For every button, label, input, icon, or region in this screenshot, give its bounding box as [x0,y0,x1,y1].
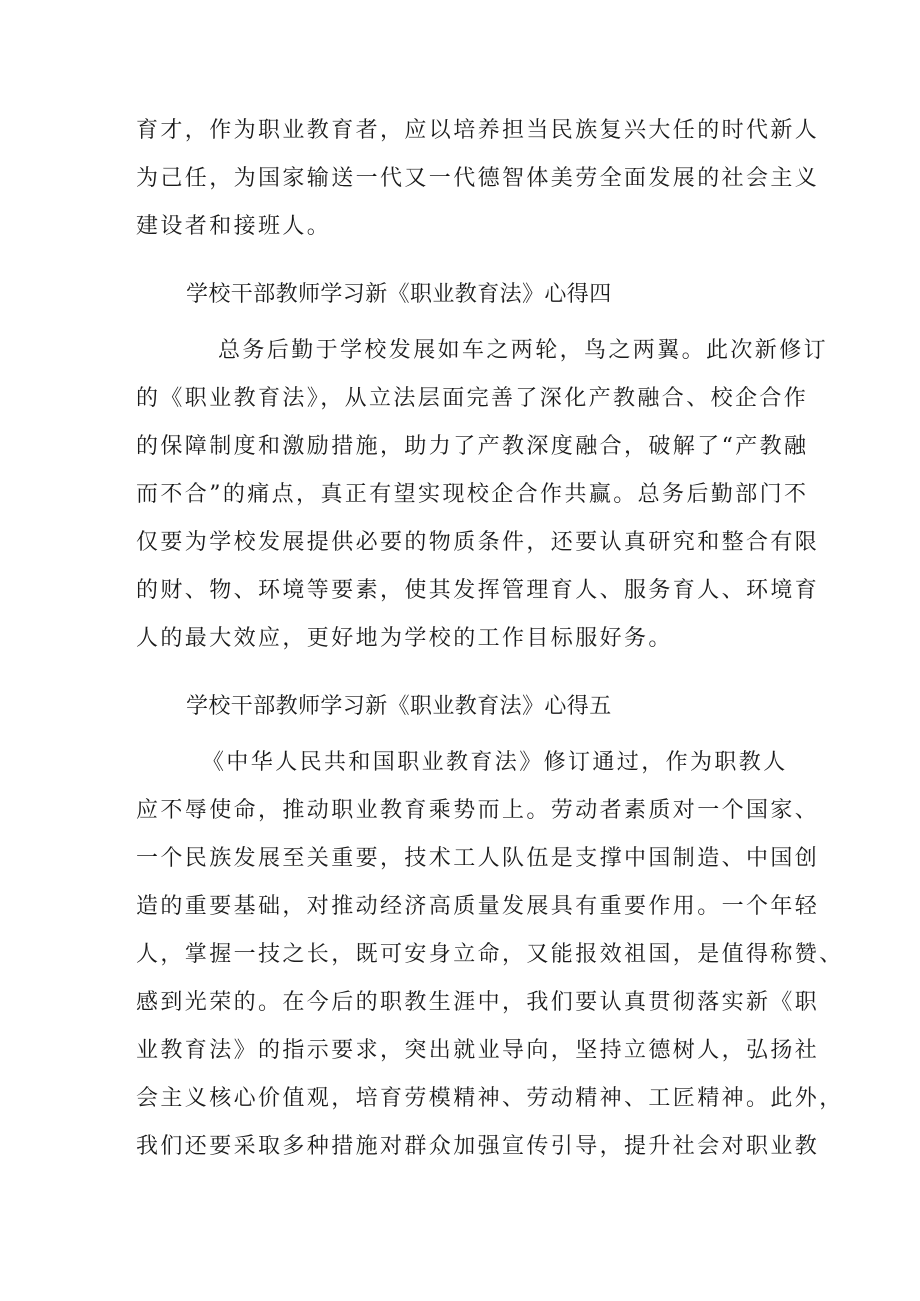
paragraph-line: 《中华人民共和国职业教育法》修订通过，作为职教人 [202,750,788,775]
paragraph-line: 建设者和接班人。 [136,214,332,239]
paragraph-line: 人，掌握一技之长，既可安身立命，又能报效祖国，是值得称赞、 [136,942,844,967]
paragraph-line: 的财、物、环境等要素，使其发挥管理育人、服务育人、环境育 [136,578,820,603]
paragraph-line: 会主义核心价值观，培育劳模精神、劳动精神、工匠精神。此外， [136,1086,844,1111]
paragraph-line: 造的重要基础，对推动经济高质量发展具有重要作用。一个年轻 [136,894,820,919]
paragraph-line: 育才，作为职业教育者，应以培养担当民族复兴大任的时代新人 [136,118,820,143]
paragraph-line: 我们还要采取多种措施对群众加强宣传引导，提升社会对职业教 [136,1134,820,1159]
paragraph-line: 为己任，为国家输送一代又一代德智体美劳全面发展的社会主义 [136,166,820,191]
paragraph-line: 总务后勤于学校发展如车之两轮，鸟之两翼。此次新修订 [218,338,829,363]
section-four-paragraph [136,327,829,663]
paragraph-line: 应不辱使命，推动职业教育乘势而上。劳动者素质对一个国家、 [136,798,820,823]
section-five-paragraph [136,739,844,1171]
paragraph-line: 感到光荣的。在今后的职教生涯中，我们要认真贯彻落实新《职 [136,990,820,1015]
paragraph-line: 仅要为学校发展提供必要的物质条件，还要认真研究和整合有限 [136,530,820,555]
section-five-heading: 学校干部教师学习新《职业教育法》心得五 [186,694,612,719]
paragraph-line: 而不合”的痛点，真正有望实现校企合作共赢。总务后勤部门不 [136,482,809,507]
paragraph-line: 一个民族发展至关重要，技术工人队伍是支撑中国制造、中国创 [136,846,820,871]
paragraph-line: 业教育法》的指示要求，突出就业导向，坚持立德树人，弘扬社 [136,1038,820,1063]
paragraph-line: 的《职业教育法》，从立法层面完善了深化产教融合、校企合作 [136,386,809,411]
intro-paragraph [136,107,820,251]
paragraph-line: 的保障制度和激励措施，助力了产教深度融合，破解了“产教融 [136,434,809,459]
document-body [136,107,844,1171]
section-four-heading: 学校干部教师学习新《职业教育法》心得四 [186,282,612,307]
paragraph-line: 人的最大效应，更好地为学校的工作目标服好务。 [136,626,673,651]
